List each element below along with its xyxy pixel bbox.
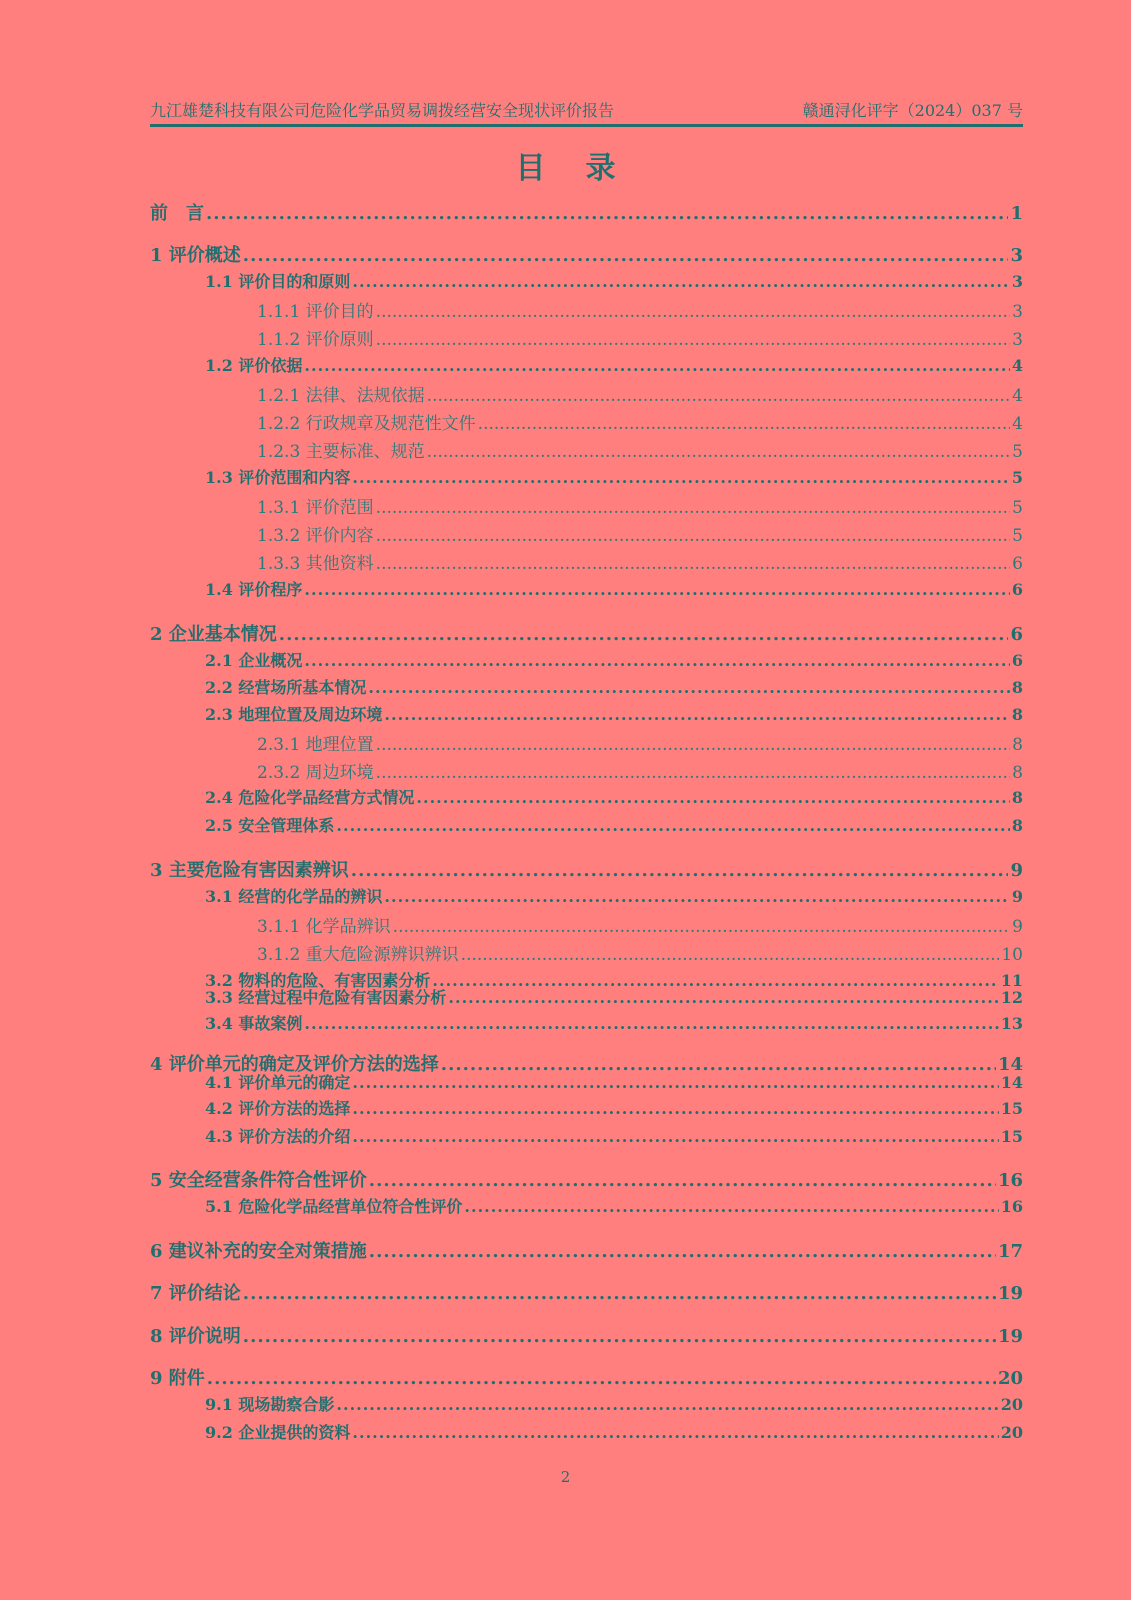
toc-entry-label: 3.1.1 化学品辨识 <box>257 917 391 937</box>
toc-entry[interactable] <box>205 1011 1023 1034</box>
toc-entry-label: 1.3.3 其他资料 <box>257 554 374 574</box>
toc-dot-leader <box>352 468 1009 487</box>
toc-entry-page-number: 4 <box>1012 386 1023 406</box>
toc-entry-label: 5 安全经营条件符合性评价 <box>150 1170 367 1191</box>
toc-dot-leader <box>304 356 1009 375</box>
toc-entry-page-number: 19 <box>997 1283 1023 1304</box>
toc-entry-label: 3 主要危险有害因素辨识 <box>150 860 349 881</box>
toc-dot-leader <box>448 988 998 1007</box>
toc-entry[interactable] <box>257 912 1023 937</box>
toc-entry[interactable] <box>205 269 1023 292</box>
toc-entry-label: 1.3.2 评价内容 <box>257 526 374 546</box>
toc-dot-leader <box>336 816 1009 835</box>
toc-entry[interactable] <box>150 620 1023 646</box>
toc-dot-leader <box>351 860 1009 881</box>
toc-entry[interactable] <box>257 758 1023 783</box>
toc-entry[interactable] <box>205 675 1023 698</box>
toc-dot-leader <box>464 1197 998 1216</box>
toc-dot-leader <box>376 554 1011 574</box>
toc-entry-page-number: 4 <box>1012 414 1023 434</box>
toc-entry-page-number: 5 <box>1011 468 1023 487</box>
toc-entry[interactable] <box>205 985 1023 1008</box>
toc-entry-label: 2.5 安全管理体系 <box>205 816 335 835</box>
toc-entry-page-number: 8 <box>1011 788 1023 807</box>
toc-dot-leader <box>352 272 1009 291</box>
toc-entry-label: 9.1 现场勘察合影 <box>205 1395 335 1414</box>
toc-entry-label: 1.2.2 行政规章及规范性文件 <box>257 414 476 434</box>
toc-entry-page-number: 3 <box>1010 245 1023 266</box>
toc-entry[interactable] <box>205 1096 1023 1119</box>
toc-dot-leader <box>352 1127 998 1146</box>
toc-dot-leader <box>427 442 1011 462</box>
toc-entry[interactable] <box>205 884 1023 907</box>
toc-entry-page-number: 20 <box>1000 1423 1023 1442</box>
toc-entry[interactable] <box>150 241 1023 267</box>
toc-entry[interactable] <box>205 702 1023 725</box>
toc-dot-leader <box>376 735 1011 755</box>
toc-entry[interactable] <box>257 549 1023 574</box>
toc-entry-label: 5.1 危险化学品经营单位符合性评价 <box>205 1197 463 1216</box>
toc-entry-label: 1.2.3 主要标准、规范 <box>257 442 425 462</box>
toc-entry[interactable] <box>205 577 1023 600</box>
toc-entry-page-number: 5 <box>1012 498 1023 518</box>
header-report-title: 九江雄楚科技有限公司危险化学品贸易调拨经营安全现状评价报告 <box>150 101 615 120</box>
toc-dot-leader <box>206 203 1008 224</box>
toc-entry-label: 2.3.2 周边环境 <box>257 763 374 783</box>
toc-dot-leader <box>478 414 1011 434</box>
toc-entry[interactable] <box>150 1322 1023 1348</box>
toc-entry-page-number: 17 <box>997 1241 1023 1262</box>
toc-entry-label: 4 评价单元的确定及评价方法的选择 <box>150 1054 439 1075</box>
toc-dot-leader <box>279 624 1009 645</box>
toc-entry[interactable] <box>150 1166 1023 1192</box>
toc-entry-page-number: 6 <box>1011 580 1023 599</box>
toc-entry-page-number: 19 <box>997 1326 1023 1347</box>
toc-entry-label: 3.1.2 重大危险源辨识辨识 <box>257 945 459 965</box>
toc-entry[interactable] <box>205 1392 1023 1415</box>
toc-entry-label: 3.4 事故案例 <box>205 1014 303 1033</box>
toc-dot-leader <box>376 330 1011 350</box>
toc-entry-page-number: 12 <box>1000 988 1023 1007</box>
toc-entry[interactable] <box>257 521 1023 546</box>
toc-entry[interactable] <box>205 1124 1023 1147</box>
toc-dot-leader <box>369 1170 996 1191</box>
page-number: 2 <box>560 1468 571 1486</box>
toc-entry-label: 1.3.1 评价范围 <box>257 498 374 518</box>
toc-entry-label: 2 企业基本情况 <box>150 624 277 645</box>
toc-entry-label: 前 言 <box>150 203 204 224</box>
toc-entry-page-number: 9 <box>1011 887 1023 906</box>
toc-entry-page-number: 8 <box>1012 763 1023 783</box>
toc-dot-leader <box>393 917 1011 937</box>
toc-entry-page-number: 13 <box>1000 1014 1023 1033</box>
toc-entry-page-number: 6 <box>1010 624 1023 645</box>
toc-entry-label: 2.3 地理位置及周边环境 <box>205 705 383 724</box>
toc-entry-page-number: 8 <box>1011 678 1023 697</box>
toc-entry-label: 2.1 企业概况 <box>205 651 303 670</box>
toc-dot-leader <box>416 788 1009 807</box>
toc-dot-leader <box>376 526 1011 546</box>
toc-dot-leader <box>384 705 1009 724</box>
toc-dot-leader <box>368 678 1009 697</box>
toc-entry-label: 2.2 经营场所基本情况 <box>205 678 367 697</box>
toc-entry-page-number: 14 <box>997 1054 1023 1075</box>
toc-entry[interactable] <box>205 813 1023 836</box>
page-title: 目录 <box>515 151 656 186</box>
header-report-number: 赣通浔化评字（2024）037 号 <box>802 101 1023 120</box>
toc-entry-page-number: 15 <box>1000 1099 1023 1118</box>
toc-entry-page-number: 8 <box>1011 816 1023 835</box>
toc-entry-page-number: 20 <box>1000 1395 1023 1414</box>
toc-entry-label: 1.2.1 法律、法规依据 <box>257 386 425 406</box>
toc-dot-leader <box>376 763 1011 783</box>
toc-entry-page-number: 8 <box>1012 735 1023 755</box>
toc-entry-page-number: 5 <box>1012 526 1023 546</box>
toc-entry[interactable] <box>205 465 1023 488</box>
toc-entry-page-number: 16 <box>997 1170 1023 1191</box>
toc-dot-leader <box>304 1014 998 1033</box>
toc-entry-page-number: 20 <box>997 1368 1023 1389</box>
toc-entry-page-number: 15 <box>1000 1127 1023 1146</box>
toc-entry[interactable] <box>150 199 1023 225</box>
toc-dot-leader <box>336 1395 998 1414</box>
toc-entry[interactable] <box>150 1364 1023 1390</box>
toc-dot-leader <box>369 1241 996 1262</box>
toc-entry-label: 1.1.1 评价目的 <box>257 302 374 322</box>
toc-dot-leader <box>384 887 1009 906</box>
toc-entry-page-number: 11 <box>1000 971 1023 990</box>
toc-dot-leader <box>207 1368 996 1389</box>
toc-entry-page-number: 5 <box>1012 442 1023 462</box>
toc-entry-page-number: 6 <box>1012 554 1023 574</box>
toc-entry[interactable] <box>257 297 1023 322</box>
toc-entry-label: 8 评价说明 <box>150 1326 241 1347</box>
toc-entry-label: 4.1 评价单元的确定 <box>205 1073 351 1092</box>
toc-entry[interactable] <box>257 437 1023 462</box>
toc-dot-leader <box>427 386 1011 406</box>
toc-entry-page-number: 16 <box>1000 1197 1023 1216</box>
toc-dot-leader <box>352 1099 998 1118</box>
toc-dot-leader <box>304 580 1009 599</box>
toc-dot-leader <box>352 1073 998 1092</box>
toc-entry[interactable] <box>257 940 1023 965</box>
toc-entry-page-number: 1 <box>1010 203 1023 224</box>
toc-entry-page-number: 14 <box>1000 1073 1023 1092</box>
toc-entry-page-number: 8 <box>1011 705 1023 724</box>
toc-entry-label: 1 评价概述 <box>150 245 241 266</box>
toc-entry[interactable] <box>150 1237 1023 1263</box>
toc-dot-leader <box>243 1283 996 1304</box>
toc-entry[interactable] <box>150 856 1023 882</box>
toc-entry-label: 9.2 企业提供的资料 <box>205 1423 351 1442</box>
toc-entry-label: 1.4 评价程序 <box>205 580 303 599</box>
toc-entry-page-number: 6 <box>1011 651 1023 670</box>
toc-entry-label: 1.1.2 评价原则 <box>257 330 374 350</box>
toc-entry[interactable] <box>205 1420 1023 1443</box>
toc-entry-page-number: 3 <box>1012 330 1023 350</box>
toc-dot-leader <box>352 1423 998 1442</box>
toc-entry[interactable] <box>205 1070 1023 1093</box>
toc-entry-label: 6 建议补充的安全对策措施 <box>150 1241 367 1262</box>
toc-entry-label: 3.1 经营的化学品的辨识 <box>205 887 383 906</box>
toc-dot-leader <box>304 651 1009 670</box>
toc-entry[interactable] <box>205 1194 1023 1217</box>
toc-entry-page-number: 9 <box>1010 860 1023 881</box>
toc-dot-leader <box>376 498 1011 518</box>
toc-entry[interactable] <box>257 493 1023 518</box>
toc-entry-label: 7 评价结论 <box>150 1283 241 1304</box>
toc-entry[interactable] <box>205 648 1023 671</box>
toc-entry[interactable] <box>257 730 1023 755</box>
toc-entry-page-number: 10 <box>1001 945 1023 965</box>
toc-entry-label: 3.3 经营过程中危险有害因素分析 <box>205 988 447 1007</box>
toc-entry-label: 2.3.1 地理位置 <box>257 735 374 755</box>
toc-entry-label: 3.2 物料的危险、有害因素分析 <box>205 971 431 990</box>
toc-entry[interactable] <box>257 325 1023 350</box>
toc-dot-leader <box>376 302 1011 322</box>
toc-entry-page-number: 3 <box>1011 272 1023 291</box>
toc-entry-label: 1.1 评价目的和原则 <box>205 272 351 291</box>
toc-entry-page-number: 3 <box>1012 302 1023 322</box>
toc-dot-leader <box>243 1326 996 1347</box>
toc-dot-leader <box>243 245 1009 266</box>
toc-entry[interactable] <box>257 409 1023 434</box>
toc-entry-label: 9 附件 <box>150 1368 205 1389</box>
toc-entry-page-number: 9 <box>1012 917 1023 937</box>
toc-dot-leader <box>461 945 1000 965</box>
toc-entry-label: 4.2 评价方法的选择 <box>205 1099 351 1118</box>
toc-entry-label: 1.2 评价依据 <box>205 356 303 375</box>
toc-entry-label: 1.3 评价范围和内容 <box>205 468 351 487</box>
toc-entry[interactable] <box>150 1279 1023 1305</box>
toc-entry-label: 2.4 危险化学品经营方式情况 <box>205 788 415 807</box>
toc-entry[interactable] <box>205 353 1023 376</box>
toc-entry-label: 4.3 评价方法的介绍 <box>205 1127 351 1146</box>
toc-entry[interactable] <box>257 381 1023 406</box>
toc-entry[interactable] <box>205 785 1023 808</box>
toc-entry-page-number: 4 <box>1011 356 1023 375</box>
